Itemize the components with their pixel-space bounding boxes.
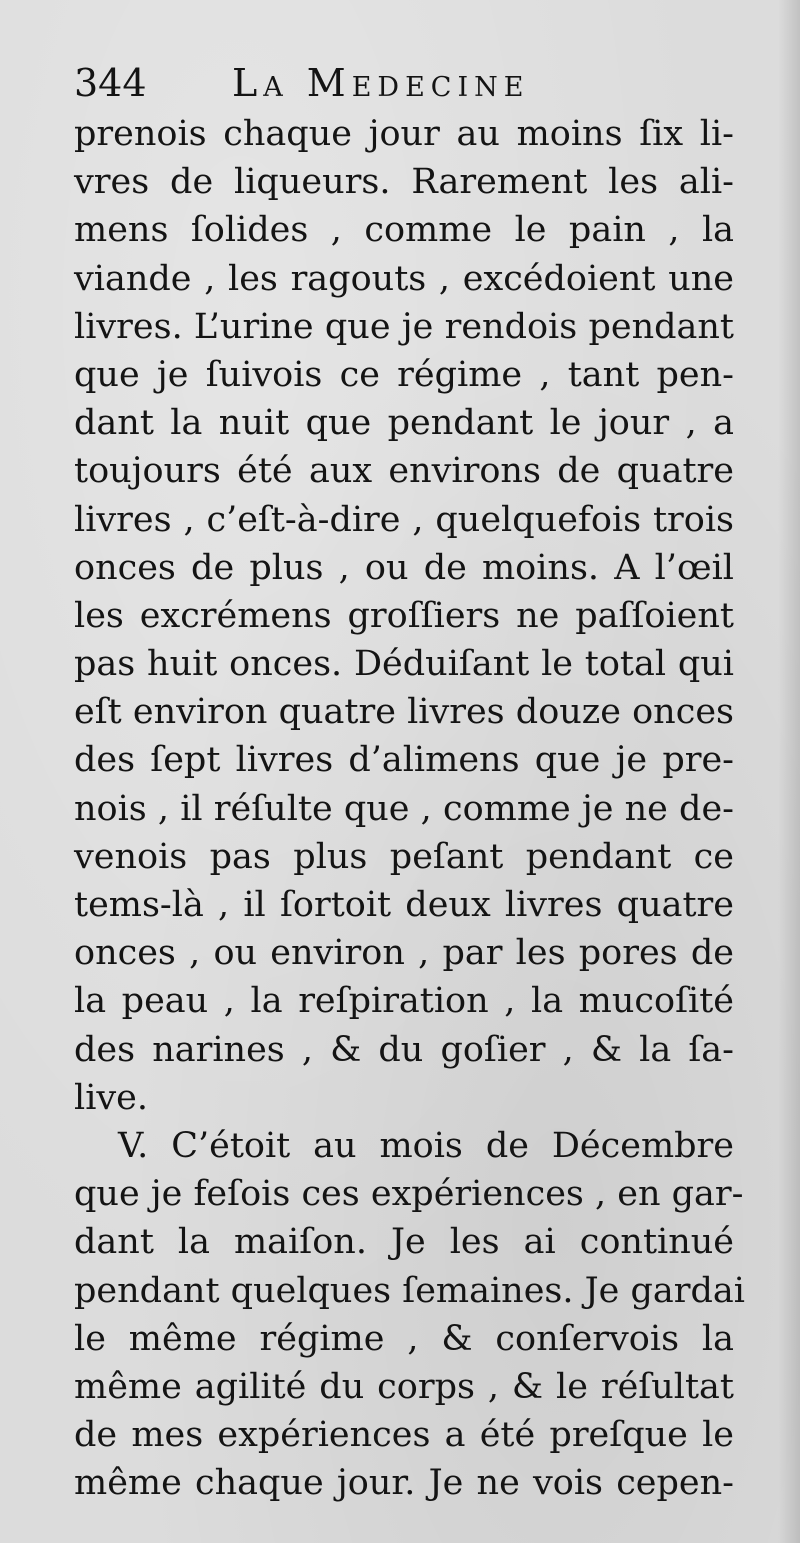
body-text <box>74 110 745 1507</box>
running-title: La Medecine <box>232 61 530 105</box>
text-line: live. <box>74 1077 148 1118</box>
text-line: onces de plus , ou de moins. A l’œil <box>74 547 734 588</box>
page-number: 344 <box>74 61 147 105</box>
text-line: tems-là , il ſortoit deux livres quatre <box>74 885 734 925</box>
text-line: pendant quelques ſemaines. Je gardai <box>74 1270 745 1311</box>
page-edge-shadow <box>778 0 800 1543</box>
text-line: nois , il réſulte que , comme je ne de- <box>74 788 734 829</box>
text-line: prenois chaque jour au moins ſix li- <box>74 114 734 154</box>
text-line: pas huit onces. Déduiſant le total qui <box>74 644 734 685</box>
text-line: livres , c’eſt-à-dire , quelquefois trois <box>74 499 734 540</box>
text-line: même chaque jour. Je ne vois cepen- <box>74 1463 734 1504</box>
text-line: toujours été aux environs de quatre <box>74 451 734 492</box>
page-header <box>74 58 714 108</box>
text-line: la peau , la reſpiration , la mucoſité <box>74 981 734 1022</box>
text-line: eſt environ quatre livres douze onces <box>74 692 734 733</box>
text-line: dant la nuit que pendant le jour , a <box>74 403 734 444</box>
text-line: de mes expériences a été preſque le <box>74 1415 734 1456</box>
text-line: onces , ou environ , par les pores de <box>74 933 734 974</box>
text-line: les excrémens groſſiers ne paſſoient <box>74 595 734 636</box>
text-line: que je feſois ces expériences , en gar- <box>74 1174 744 1215</box>
text-line: que je ſuivois ce régime , tant pen- <box>74 354 734 395</box>
text-line: des narines , & du goſier , & la ſa- <box>74 1029 734 1070</box>
text-line: livres. L’urine que je rendois pendant <box>74 306 734 347</box>
text-line: le même régime , & conſervois la <box>74 1318 734 1359</box>
paragraph-start-line: V. C’étoit au mois de Décembre <box>118 1125 734 1166</box>
text-line: vres de liqueurs. Rarement les ali- <box>74 162 734 203</box>
text-line: même agilité du corps , & le réſultat <box>74 1366 734 1407</box>
text-line: venois pas plus peſant pendant ce <box>74 836 734 877</box>
text-line: dant la maiſon. Je les ai continué <box>74 1222 734 1263</box>
text-line: viande , les ragouts , excédoient une <box>74 258 734 299</box>
text-line: des ſept livres d’alimens que je pre- <box>74 740 734 781</box>
text-line: mens ſolides , comme le pain , la <box>74 210 734 251</box>
